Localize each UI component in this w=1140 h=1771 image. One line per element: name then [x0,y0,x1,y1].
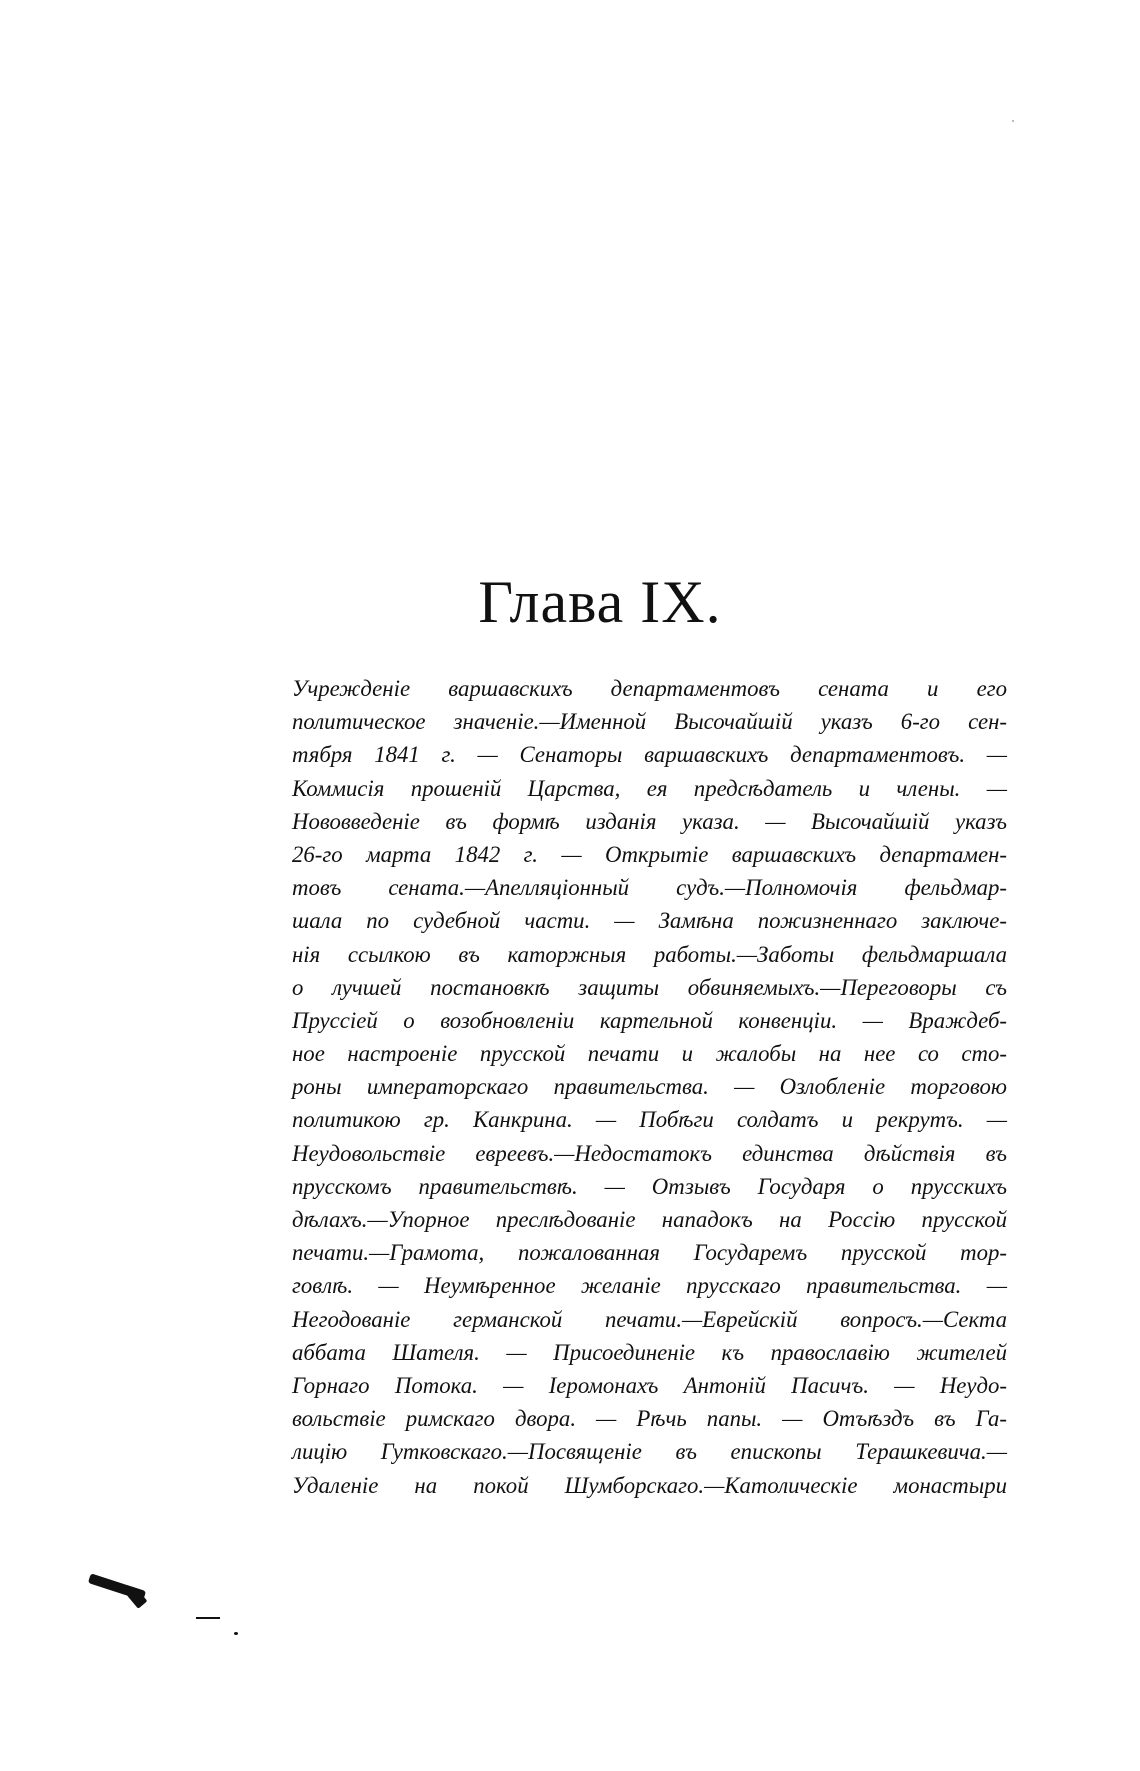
summary-line: Пруссіей о возобновленіи картельной конвенціи. — Враждеб- [292,1007,1007,1033]
chapter-summary [292,672,1007,1502]
summary-line: лицію Гутковскаго.—Посвященіе въ епископы Терашкевича.— [292,1439,1007,1465]
summary-line: политическое значеніе.—Именной Высочайшій указъ 6-го сен- [292,709,1007,735]
scan-artifact-speck [1012,120,1014,122]
scan-artifact-dot [234,1632,238,1635]
summary-line: Горнаго Потока. — Іеромонахъ Антоній Пасичъ. — Неудо- [292,1372,1007,1398]
summary-line: о лучшей постановкѣ защиты обвиняемыхъ.—Переговоры съ [292,974,1007,1000]
summary-line: Учрежденіе варшавскихъ департаментовъ сената и его [292,676,1007,701]
summary-line: шала по судебной части. — Замѣна пожизненнаго заключе- [292,908,1007,934]
summary-line: печати.—Грамота, пожалованная Государемъ прусской тор- [292,1240,1007,1266]
summary-line: прусскомъ правительствѣ. — Отзывъ Государя о прусскихъ [292,1173,1007,1199]
summary-line: ное настроеніе прусской печати и жалобы на нее со сто- [292,1041,1007,1067]
summary-line: вольствіе римскаго двора. — Рѣчь папы. — Отъѣздъ въ Га- [292,1406,1007,1432]
summary-line: Коммисія прошеній Царства, ея предсѣдатель и члены. — [292,775,1007,801]
summary-line: дѣлахъ.—Упорное преслѣдованіе нападокъ на Россію прусской [292,1207,1007,1232]
summary-line: Удаленіе на покой Шумборскаго.—Католическіе монастыри [292,1472,1007,1498]
scan-artifact-dash [196,1617,220,1619]
summary-line: 26-го марта 1842 г. — Открытіе варшавскихъ департамен- [292,841,1007,867]
summary-line: Неудовольствіе евреевъ.—Недостатокъ единства дѣйствія въ [292,1140,1007,1166]
summary-line: тября 1841 г. — Сенаторы варшавскихъ департаментовъ. — [292,742,1007,768]
summary-line: роны императорскаго правительства. — Озлобленіе торговою [292,1074,1007,1100]
summary-line: Нововведеніе въ формѣ изданія указа. — Высочайшій указъ [292,808,1007,834]
summary-line: политикою гр. Канкрина. — Побѣги солдатъ и рекрутъ. — [292,1107,1007,1133]
summary-line: говлѣ. — Неумѣренное желаніе прусскаго правительства. — [292,1273,1007,1299]
chapter-title: Глава IX. [478,569,722,635]
summary-line: нія ссылкою въ каторжныя работы.—Заботы фельдмаршала [292,941,1007,967]
summary-line: Негодованіе германской печати.—Еврейскій вопросъ.—Секта [292,1306,1007,1332]
summary-line: товъ сената.—Апелляціонный судъ.—Полномочія фельдмар- [292,875,1007,901]
summary-line: аббата Шателя. — Присоединеніе къ православію жителей [292,1339,1007,1365]
